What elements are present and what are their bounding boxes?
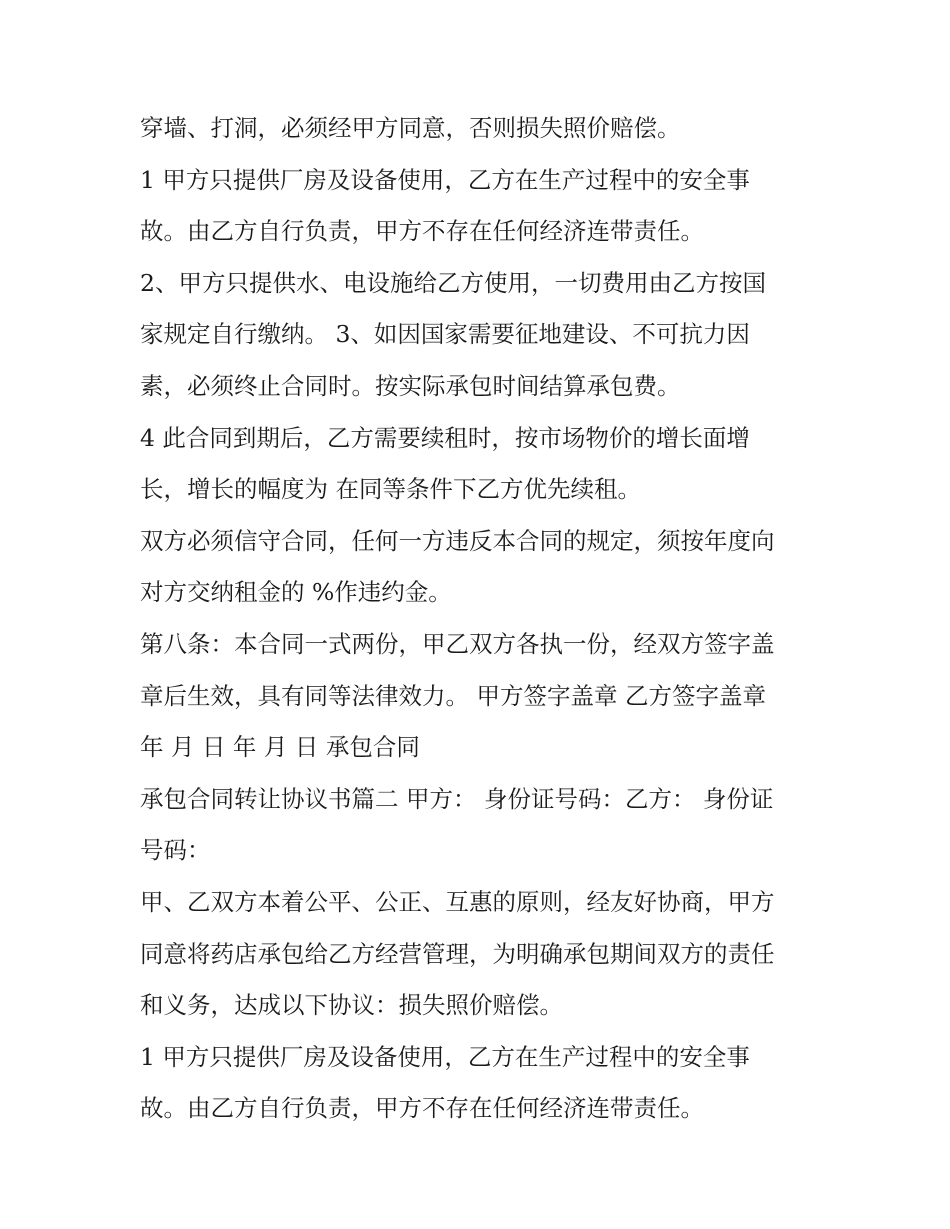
text-line: 双方必须信守合同，任何一方违反本合同的规定，须按年度向 [140, 526, 775, 555]
text-line: 对方交纳租金的 %作违约金。 [140, 578, 452, 607]
text-line: 和义务，达成以下协议：损失照价赔偿。 [140, 991, 563, 1020]
text-line: 号码： [140, 836, 211, 865]
document-body [140, 103, 820, 1135]
text-line: 承包合同转让协议书篇二 甲方： 身份证号码：乙方： 身份证 [140, 784, 774, 813]
text-line: 1 甲方只提供厂房及设备使用，乙方在生产过程中的安全事 [140, 165, 750, 194]
text-line: 2、甲方只提供水、电设施给乙方使用，一切费用由乙方按国 [140, 268, 766, 297]
text-line: 4 此合同到期后，乙方需要续租时，按市场物价的增长面增 [140, 423, 750, 452]
text-line: 家规定自行缴纳。 3、如因国家需要征地建设、不可抗力因 [140, 320, 750, 349]
text-line: 同意将药店承包给乙方经营管理，为明确承包期间双方的责任 [140, 939, 775, 968]
text-line: 第八条：本合同一式两份，甲乙双方各执一份，经双方签字盖 [140, 629, 775, 658]
text-line: 1 甲方只提供厂房及设备使用，乙方在生产过程中的安全事 [140, 1042, 750, 1071]
text-line: 素，必须终止合同时。按实际承包时间结算承包费。 [140, 371, 681, 400]
text-line: 故。由乙方自行负责，甲方不存在任何经济连带责任。 [140, 1094, 704, 1123]
text-line: 长，增长的幅度为 在同等条件下乙方优先续租。 [140, 475, 641, 504]
text-line: 年 月 日 年 月 日 承包合同 [140, 733, 420, 762]
text-line: 甲、乙双方本着公平、公正、互惠的原则，经友好协商，甲方 [140, 887, 775, 916]
text-line: 章后生效，具有同等法律效力。 甲方签字盖章 乙方签字盖章 [140, 681, 766, 710]
text-line: 穿墙、打洞，必须经甲方同意，否则损失照价赔偿。 [140, 114, 681, 142]
text-line: 故。由乙方自行负责，甲方不存在任何经济连带责任。 [140, 217, 704, 246]
